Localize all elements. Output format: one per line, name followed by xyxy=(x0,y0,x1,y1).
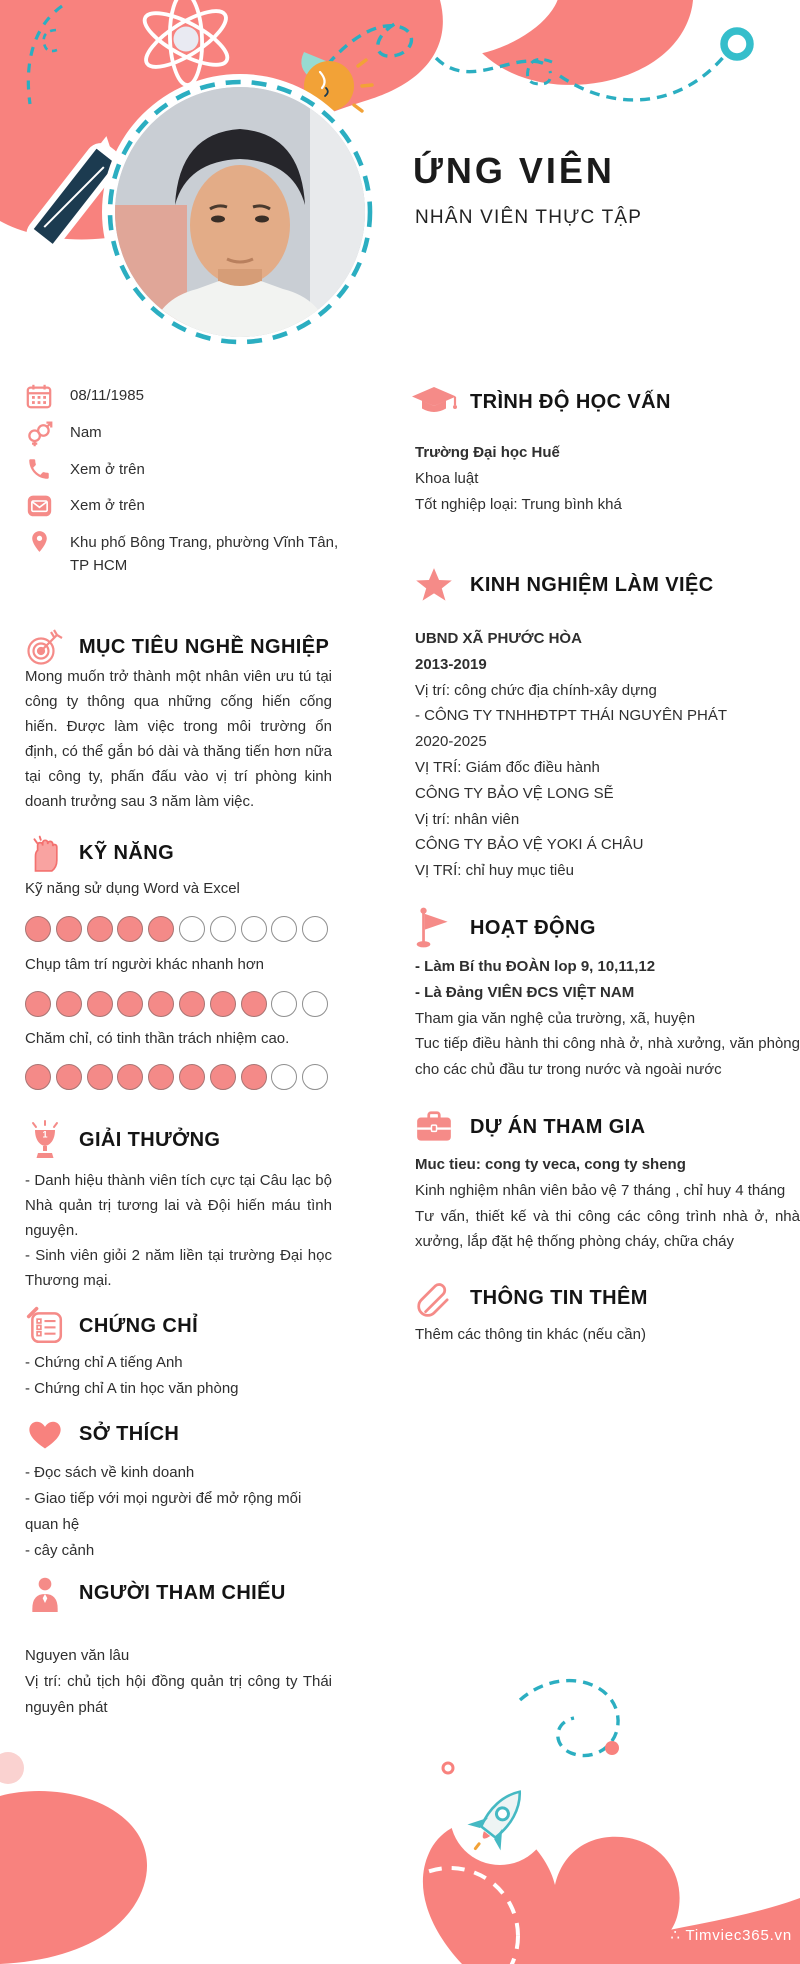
section-projects-heading xyxy=(410,1110,646,1144)
reference-position: Vị trí: chủ tịch hội đồng quản trị công ty Thái nguyên phát xyxy=(25,1673,332,1716)
experience-line: CÔNG TY BẢO VỆ LONG SẼ xyxy=(415,784,614,802)
skill-dot xyxy=(87,991,113,1017)
section-experience-heading xyxy=(410,566,714,604)
experience-line: CÔNG TY BẢO VỆ YOKI Á CHÂU xyxy=(415,836,644,854)
skill-dot xyxy=(148,991,174,1017)
star-icon xyxy=(410,566,458,604)
education-line: Tốt nghiệp loại: Trung bình khá xyxy=(415,495,622,513)
skill-dot xyxy=(179,916,205,942)
hobby-item: - Giao tiếp với mọi người để mở rộng mối quan hệ xyxy=(25,1490,302,1533)
portrait-illustration xyxy=(115,87,365,337)
skill-dot xyxy=(302,1064,328,1090)
phone-icon xyxy=(25,456,53,482)
experience-block xyxy=(415,626,800,884)
watermark: ∴ Timviec365.vn xyxy=(670,1927,792,1944)
skill-dot xyxy=(56,1064,82,1090)
skill-label: Chăm chỉ, có tinh thần trách nhiệm cao. xyxy=(25,1030,290,1047)
hobbies-list xyxy=(25,1460,332,1564)
address-value: Khu phố Bông Trang, phường Vĩnh Tân, TP HCM xyxy=(70,534,339,574)
certificate-item: - Chứng chỉ A tiếng Anh xyxy=(25,1354,183,1371)
projects-block xyxy=(415,1152,800,1255)
skill-dot xyxy=(87,916,113,942)
experience-line: 2020-2025 xyxy=(415,733,487,751)
award-item: - Sinh viên giỏi 2 năm liền tại trường Đại học Thương mại. xyxy=(25,1247,332,1289)
skill-dot xyxy=(56,916,82,942)
skill-dot xyxy=(25,1064,51,1090)
section-certificates-heading xyxy=(23,1306,198,1346)
svg-text:1: 1 xyxy=(42,1129,48,1140)
skill-dot xyxy=(179,1064,205,1090)
projects-heading: DỰ ÁN THAM GIA xyxy=(470,1115,646,1138)
project-line: Tư vấn, thiết kế và thi công các công trình nhà ở, nhà xưởng, lắp đặt hệ thống phòng cháy, chữa cháy xyxy=(415,1207,800,1251)
profile-photo xyxy=(115,87,365,337)
flag-icon xyxy=(410,906,458,950)
graduation-cap-icon xyxy=(410,384,458,420)
experience-heading: KINH NGHIỆM LÀM VIỆC xyxy=(470,573,714,596)
skill-dot xyxy=(241,991,267,1017)
skill-dot xyxy=(87,1064,113,1090)
skill-dot xyxy=(271,991,297,1017)
section-extra-heading xyxy=(410,1278,648,1318)
experience-line: Vị trí: nhân viên xyxy=(415,810,520,828)
section-education-heading xyxy=(410,384,671,420)
paperclip-icon xyxy=(410,1278,458,1318)
project-line: Muc tieu: cong ty veca, cong ty sheng xyxy=(415,1156,686,1173)
hobbies-heading: SỞ THÍCH xyxy=(79,1422,180,1445)
info-row-phone xyxy=(25,456,145,482)
candidate-title: NHÂN VIÊN THỰC TẬP xyxy=(415,207,643,228)
activity-line: - Là Đảng VIÊN ĐCS VIỆT NAM xyxy=(415,983,635,1001)
skill-dots-row xyxy=(25,991,328,1017)
info-row-birthday xyxy=(25,382,144,410)
email-icon xyxy=(25,492,53,519)
award-item: - Danh hiệu thành viên tích cực tại Câu lạc bộ Nhà quản trị tương lai và Đội hiến máu tình nguyện. xyxy=(25,1172,332,1239)
reference-name: Nguyen văn lâu xyxy=(25,1647,130,1664)
section-hobbies-heading xyxy=(23,1416,179,1452)
skill-dot xyxy=(210,1064,236,1090)
experience-line: - CÔNG TY TNHHĐTPT THÁI NGUYÊN PHÁT xyxy=(415,707,727,725)
hobby-item: - Đọc sách về kinh doanh xyxy=(25,1464,195,1481)
hand-icon xyxy=(23,834,67,872)
objective-heading: MỤC TIÊU NGHỀ NGHIỆP xyxy=(79,635,330,658)
extra-heading: THÔNG TIN THÊM xyxy=(470,1286,648,1309)
activity-line: - Làm Bí thu ĐOÀN lop 9, 10,11,12 xyxy=(415,958,656,975)
location-pin-icon xyxy=(25,529,53,554)
awards-list xyxy=(25,1168,332,1293)
skill-dot xyxy=(302,991,328,1017)
skill-dot xyxy=(271,916,297,942)
info-row-email xyxy=(25,492,145,519)
trophy-icon xyxy=(23,1118,67,1162)
section-skills-heading xyxy=(23,834,174,872)
certificate-item: - Chứng chỉ A tin học văn phòng xyxy=(25,1380,239,1397)
skill-dot xyxy=(241,1064,267,1090)
info-row-gender xyxy=(25,419,102,449)
awards-heading: GIẢI THƯỞNG xyxy=(79,1128,221,1151)
donut-circle-icon xyxy=(724,31,750,57)
skill-dot xyxy=(271,1064,297,1090)
section-objective-heading xyxy=(23,626,329,668)
bottom-decoration xyxy=(0,1600,800,1964)
skill-dot xyxy=(25,916,51,942)
info-row-address xyxy=(25,529,342,577)
skill-dot xyxy=(179,991,205,1017)
section-activities-heading xyxy=(410,906,596,950)
calendar-icon xyxy=(25,382,53,410)
objective-text: Mong muốn trở thành một nhân viên ưu tú tại công ty thông qua những cống hiến cống hiến. Được làm việc trong môi trường ổn định, có thể gắn bó dài và thăng tiến hơn nữa tại công ty, phấn đấu vào vị trí phòng kinh doanh trưởng sau 3 năm làm việc. xyxy=(25,668,332,810)
candidate-name: ỨNG VIÊN xyxy=(413,150,615,191)
experience-dates: 2013-2019 xyxy=(415,655,487,673)
heart-icon xyxy=(23,1416,67,1452)
skill-dot xyxy=(148,1064,174,1090)
certificate-icon xyxy=(23,1306,67,1346)
gender-icon xyxy=(25,419,53,449)
skill-dot xyxy=(241,916,267,942)
activity-line: Tuc tiếp điều hành thi công nhà ở, nhà xưởng, văn phòng cho các chủ đầu tư trong nước và ngoài nước xyxy=(415,1035,800,1079)
experience-line: VỊ TRÍ: Giám đốc điều hành xyxy=(415,758,600,776)
certificates-list xyxy=(25,1350,332,1402)
experience-company: UBND XÃ PHƯỚC HÒA xyxy=(415,630,582,647)
project-line: Kinh nghiệm nhân viên bảo vệ 7 tháng , chỉ huy 4 tháng xyxy=(415,1181,786,1199)
skill-label: Kỹ năng sử dụng Word và Excel xyxy=(25,880,240,897)
phone-value: Xem ở trên xyxy=(70,461,145,478)
rocket-icon xyxy=(450,1765,550,1865)
education-heading: TRÌNH ĐỘ HỌC VẤN xyxy=(470,390,671,413)
skill-dot xyxy=(210,991,236,1017)
skill-dot xyxy=(148,916,174,942)
experience-line: VỊ TRÍ: chỉ huy mục tiêu xyxy=(415,862,574,880)
skill-label: Chụp tâm trí người khác nhanh hơn xyxy=(25,956,265,973)
activity-line: Tham gia văn nghệ của trường, xã, huyện xyxy=(415,1009,696,1027)
briefcase-icon xyxy=(410,1110,458,1144)
extra-text: Thêm các thông tin khác (nếu cần) xyxy=(415,1326,646,1343)
skills-heading: KỸ NĂNG xyxy=(79,841,175,864)
skill-dot xyxy=(210,916,236,942)
skill-dot xyxy=(117,916,143,942)
skill-dot xyxy=(117,1064,143,1090)
section-awards-heading xyxy=(23,1118,220,1162)
skill-dots-row xyxy=(25,1064,328,1090)
target-icon xyxy=(23,626,67,668)
certificates-heading: CHỨNG CHỈ xyxy=(79,1314,199,1337)
email-value: Xem ở trên xyxy=(70,497,145,514)
education-block xyxy=(415,440,795,517)
skill-dot xyxy=(25,991,51,1017)
skill-dot xyxy=(56,991,82,1017)
skill-dot xyxy=(302,916,328,942)
reference-heading: NGƯỜI THAM CHIẾU xyxy=(79,1581,286,1604)
activities-block xyxy=(415,954,800,1083)
skill-dots-row xyxy=(25,916,328,942)
activities-heading: HOẠT ĐỘNG xyxy=(470,916,596,939)
gender-value: Nam xyxy=(70,424,102,441)
birthday-value: 08/11/1985 xyxy=(70,387,144,404)
experience-line: Vị trí: công chức địa chính-xây dựng xyxy=(415,681,657,699)
hobby-item: - cây cảnh xyxy=(25,1542,95,1559)
skill-dot xyxy=(117,991,143,1017)
education-school: Trường Đại học Huế xyxy=(415,444,560,461)
education-line: Khoa luật xyxy=(415,469,479,487)
